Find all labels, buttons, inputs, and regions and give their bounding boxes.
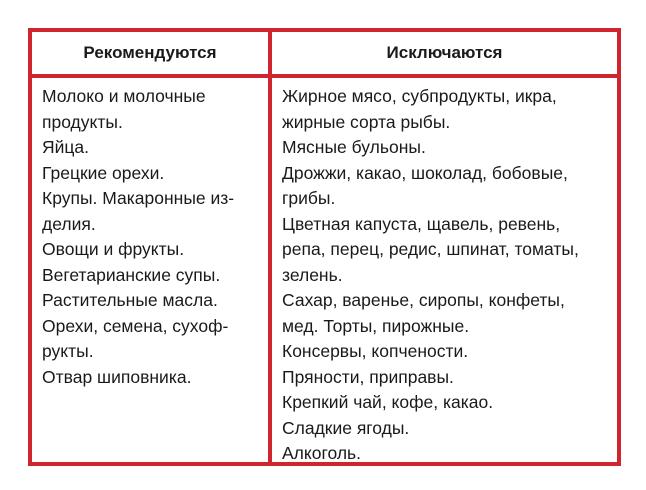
recommended-line: Орехи, семена, сухоф- (42, 315, 229, 336)
excluded-line: Пряности, приправы. (282, 366, 454, 387)
recommended-list (42, 84, 258, 390)
excluded-line: мед. Торты, пирожные. (282, 315, 470, 336)
table-header-row (32, 32, 617, 78)
recommended-line: Отвар шиповника. (42, 366, 192, 387)
excluded-line: Цветная капуста, щавель, ревень, (282, 213, 561, 234)
excluded-line: Крепкий чай, кофе, какао. (282, 392, 494, 412)
recommended-line: Грецкие орехи. (42, 162, 165, 183)
recommended-line: Растительные масла. (42, 290, 218, 310)
excluded-line: Алкоголь. (282, 443, 362, 463)
excluded-line: зелень. (282, 264, 343, 285)
recommended-line: Крупы. Макаронные из- (42, 188, 235, 208)
excluded-line: жирные сорта рыбы. (282, 111, 451, 132)
excluded-line: грибы. (282, 188, 336, 208)
recommended-line: делия. (42, 213, 96, 234)
excluded-line: Сладкие ягоды. (282, 417, 410, 438)
header-excluded: Исключаются (386, 43, 503, 62)
recommended-line: Молоко и молочные (42, 86, 206, 106)
recommended-line: продукты. (42, 111, 123, 132)
excluded-line: Мясные бульоны. (282, 137, 426, 157)
excluded-line: Консервы, копчености. (282, 341, 469, 361)
excluded-line: Сахар, варенье, сиропы, конфеты, (282, 290, 565, 310)
recommended-line: Овощи и фрукты. (42, 239, 185, 259)
excluded-list (282, 84, 612, 467)
excluded-line: Дрожжи, какао, шоколад, бобовые, (282, 162, 568, 183)
excluded-line: репа, перец, редис, шпинат, томаты, (282, 239, 579, 259)
diet-table (28, 28, 621, 466)
recommended-line: рукты. (42, 341, 94, 361)
header-recommended: Рекомендуются (83, 43, 217, 62)
recommended-line: Вегетарианские супы. (42, 264, 221, 285)
column-divider (268, 32, 272, 462)
recommended-line: Яйца. (42, 137, 90, 157)
excluded-line: Жирное мясо, субпродукты, икра, (282, 86, 557, 106)
